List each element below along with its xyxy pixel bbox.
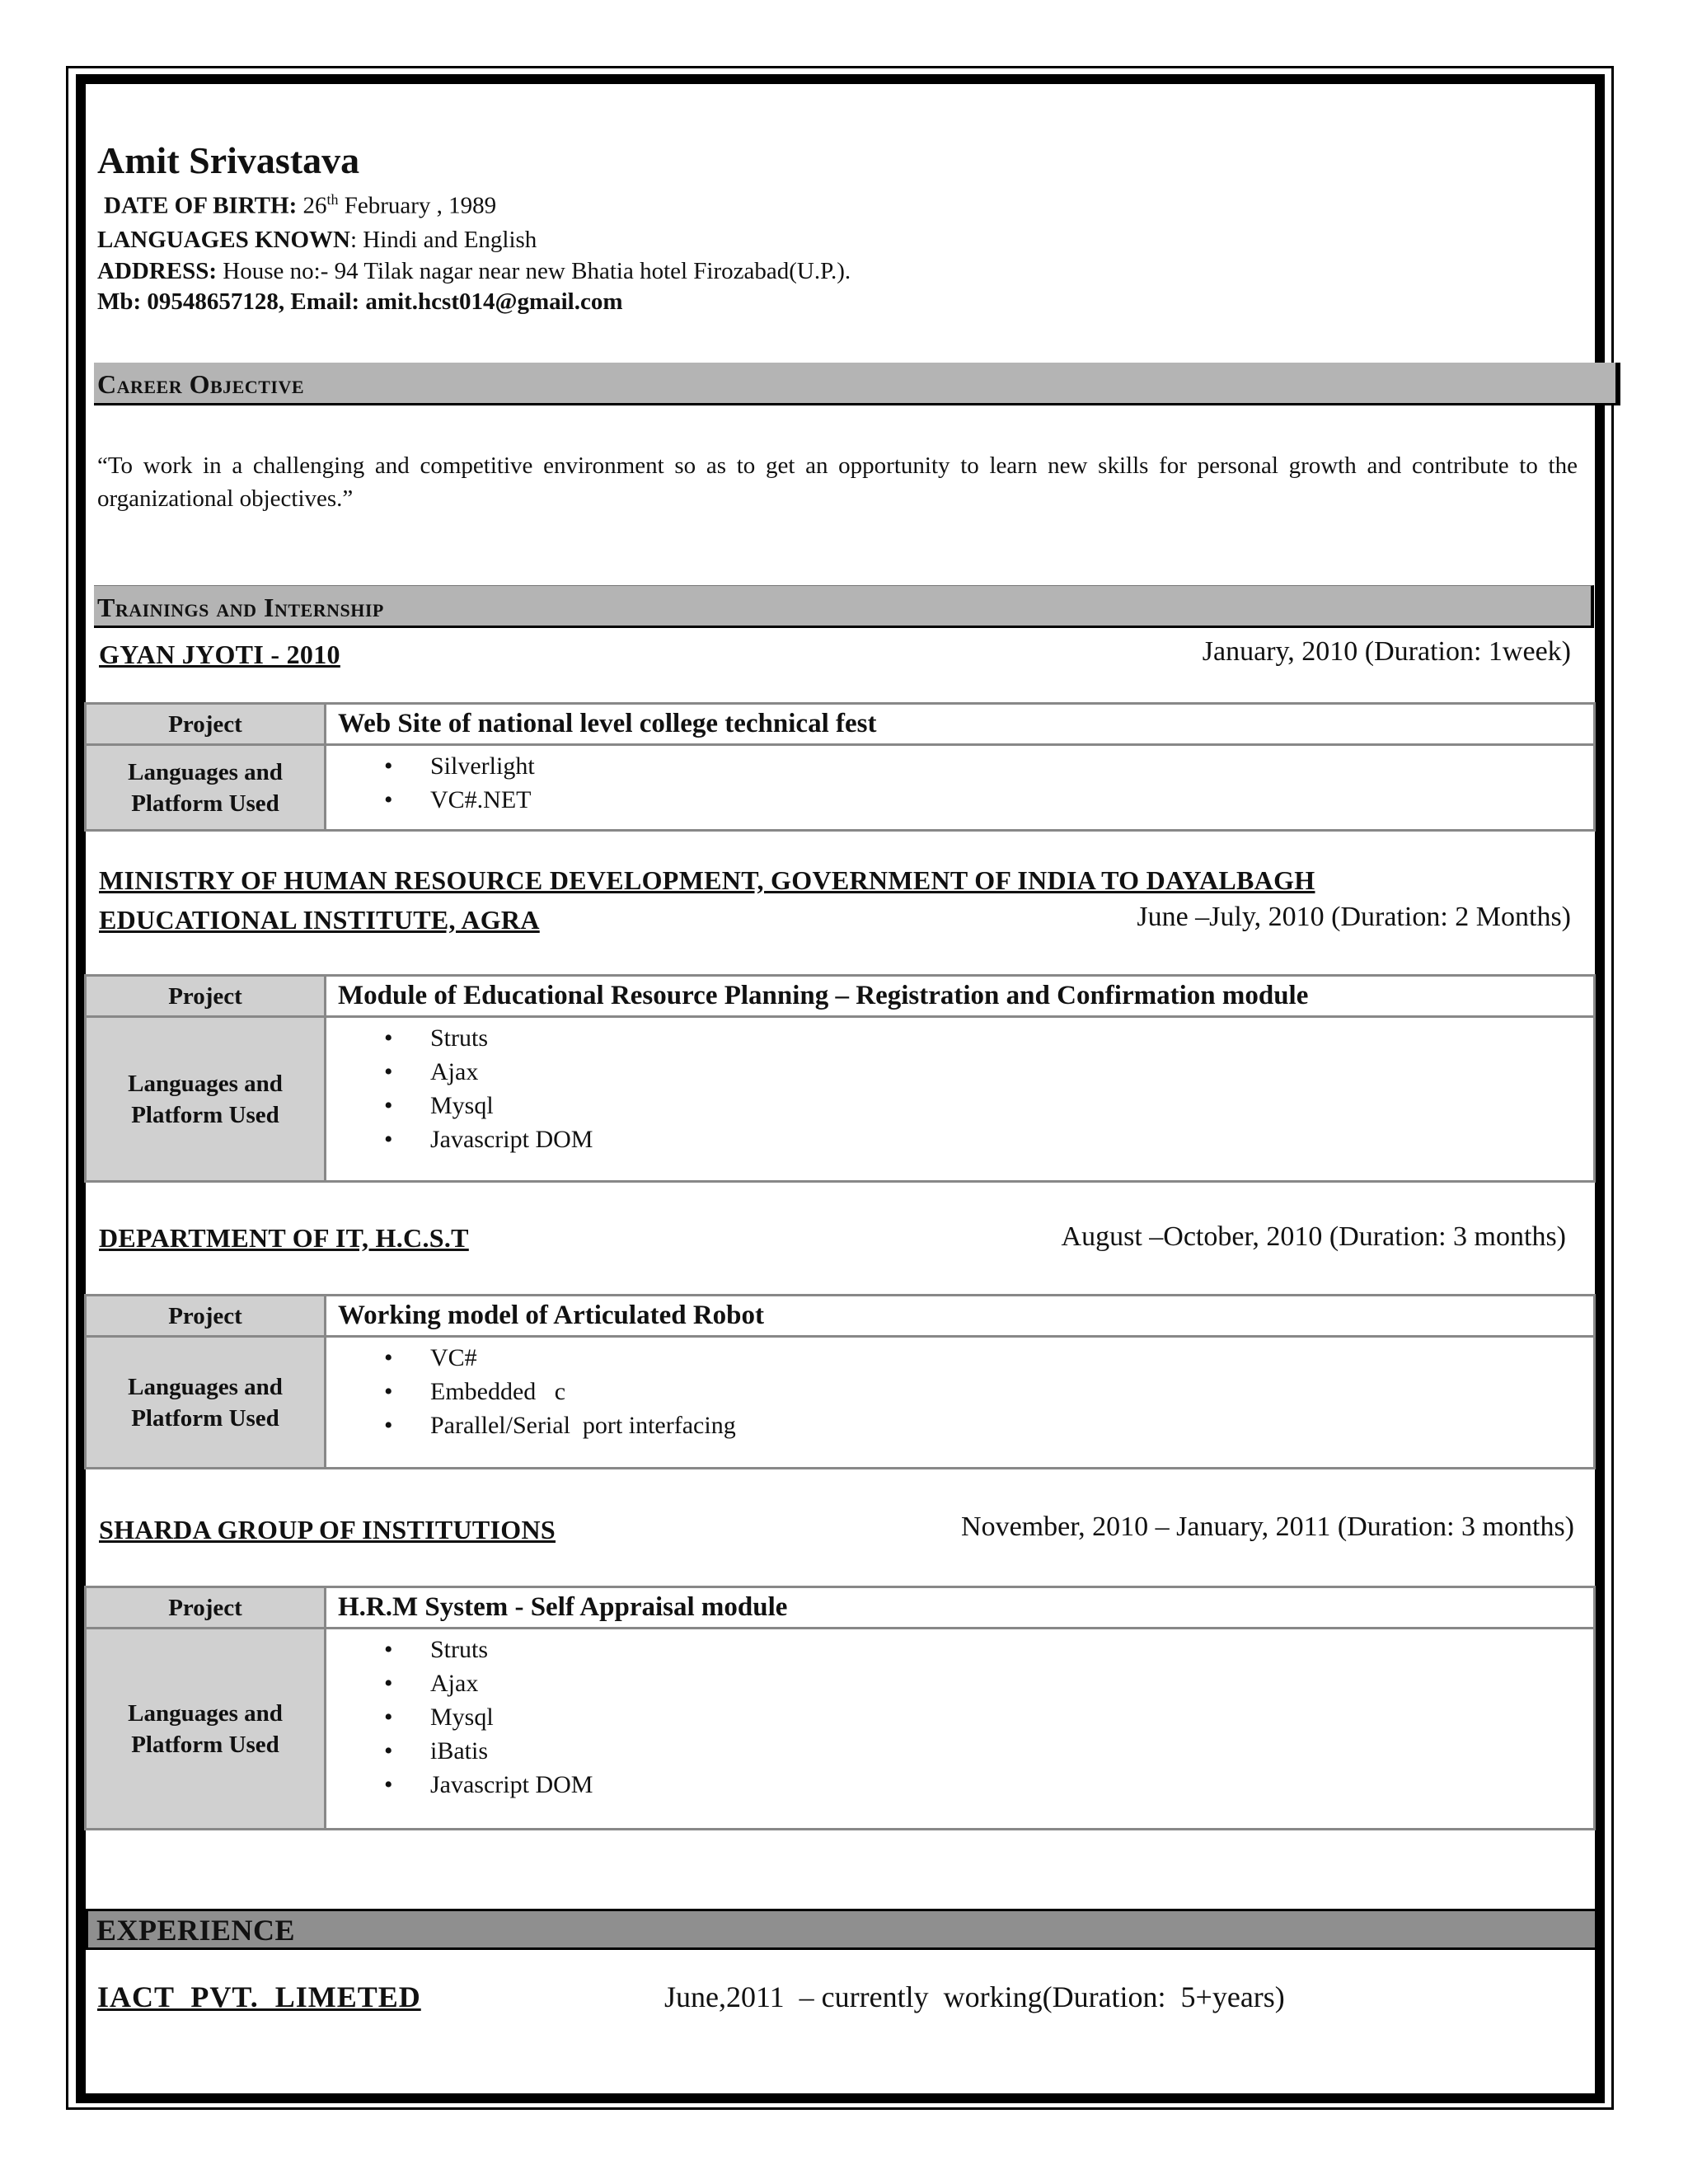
- training-table-4: [84, 1586, 1596, 1830]
- list-item: • VC#: [430, 1341, 1582, 1375]
- languages-platform-label: Languages and Platform Used: [86, 1017, 326, 1182]
- resume-header: [97, 140, 1581, 318]
- project-label: Project: [86, 1587, 326, 1629]
- list-item: • iBatis: [430, 1734, 1582, 1768]
- training-org-2-line1: MINISTRY OF HUMAN RESOURCE DEVELOPMENT, GOVERNMENT OF INDIA TO DAYALBAGH: [99, 865, 1315, 895]
- project-label: Project: [86, 704, 326, 745]
- experience-org: IACT PVT. LIMETED: [97, 1980, 421, 2013]
- training-date-4: November, 2010 – January, 2011 (Duration: 3 months): [961, 1511, 1574, 1542]
- candidate-name: Amit Srivastava: [97, 139, 360, 181]
- training-date-1: January, 2010 (Duration: 1week): [1202, 636, 1571, 667]
- list-item: • Embedded c: [430, 1375, 1582, 1408]
- section-trainings: Trainings and Internship: [94, 585, 1594, 628]
- languages-platform-label: Languages and Platform Used: [86, 1337, 326, 1469]
- experience-date: June,2011 – currently working(Duration: 5+years): [664, 1980, 1285, 2013]
- training-org-1: GYAN JYOTI - 2010: [99, 640, 340, 669]
- project-title-4: H.R.M System - Self Appraisal module: [326, 1587, 1595, 1629]
- list-item: • Ajax: [430, 1666, 1582, 1700]
- list-item: • Mysql: [430, 1700, 1582, 1734]
- dob-label: DATE OF BIRTH:: [104, 192, 298, 219]
- tech-list-2: [326, 1017, 1595, 1182]
- project-title-3: Working model of Articulated Robot: [326, 1296, 1595, 1337]
- tech-list-4: [326, 1629, 1595, 1830]
- languages-value: : Hindi and English: [349, 227, 537, 254]
- tech-list-1: [326, 745, 1595, 831]
- contact-text: Mb: 09548657128, Email: amit.hcst014@gmail.com: [97, 288, 623, 316]
- list-item: • Silverlight: [430, 749, 1582, 783]
- dob-rest: February , 1989: [338, 192, 497, 219]
- training-table-1: [84, 702, 1596, 832]
- list-item: • Javascript DOM: [430, 1768, 1582, 1802]
- languages-known: [97, 223, 1581, 257]
- section-experience: EXPERIENCE: [86, 1909, 1597, 1950]
- address: [97, 257, 1581, 285]
- project-title-2: Module of Educational Resource Planning – Registration and Confirmation module: [326, 976, 1595, 1017]
- project-title-1: Web Site of national level college technical fest: [326, 704, 1595, 745]
- address-label: ADDRESS:: [97, 258, 218, 285]
- training-org-2-line2: EDUCATIONAL INSTITUTE, AGRA: [99, 905, 540, 935]
- section-career-objective: Career Objective: [94, 363, 1620, 405]
- list-item: • Struts: [430, 1021, 1582, 1055]
- date-of-birth: [104, 182, 1581, 223]
- project-label: Project: [86, 1296, 326, 1337]
- list-item: • Parallel/Serial port interfacing: [430, 1408, 1582, 1442]
- languages-label: LANGUAGES KNOWN: [97, 227, 350, 254]
- training-date-3: August –October, 2010 (Duration: 3 months): [1061, 1221, 1566, 1252]
- training-org-3: DEPARTMENT OF IT, H.C.S.T: [99, 1223, 469, 1253]
- training-table-2: [84, 974, 1596, 1183]
- list-item: • VC#.NET: [430, 783, 1582, 817]
- list-item: • Ajax: [430, 1055, 1582, 1089]
- training-date-2: June –July, 2010 (Duration: 2 Months): [1137, 902, 1571, 932]
- dob-day: 26: [302, 192, 327, 219]
- languages-platform-label: Languages and Platform Used: [86, 745, 326, 831]
- list-item: • Mysql: [430, 1089, 1582, 1122]
- training-org-4: SHARDA GROUP OF INSTITUTIONS: [99, 1515, 556, 1544]
- career-objective-text: “To work in a challenging and competitive environment so as to get an opportunity to learn new skills for personal growth and contribute to the organizational objectives.”: [97, 452, 1578, 512]
- languages-platform-label: Languages and Platform Used: [86, 1629, 326, 1830]
- contact-line: [97, 285, 1581, 318]
- address-value: House no:- 94 Tilak nagar near new Bhatia hotel Firozabad(U.P.).: [217, 258, 851, 285]
- dob-suffix: th: [326, 190, 339, 208]
- project-label: Project: [86, 976, 326, 1017]
- list-item: • Struts: [430, 1633, 1582, 1666]
- list-item: • Javascript DOM: [430, 1122, 1582, 1156]
- training-table-3: [84, 1294, 1596, 1469]
- tech-list-3: [326, 1337, 1595, 1469]
